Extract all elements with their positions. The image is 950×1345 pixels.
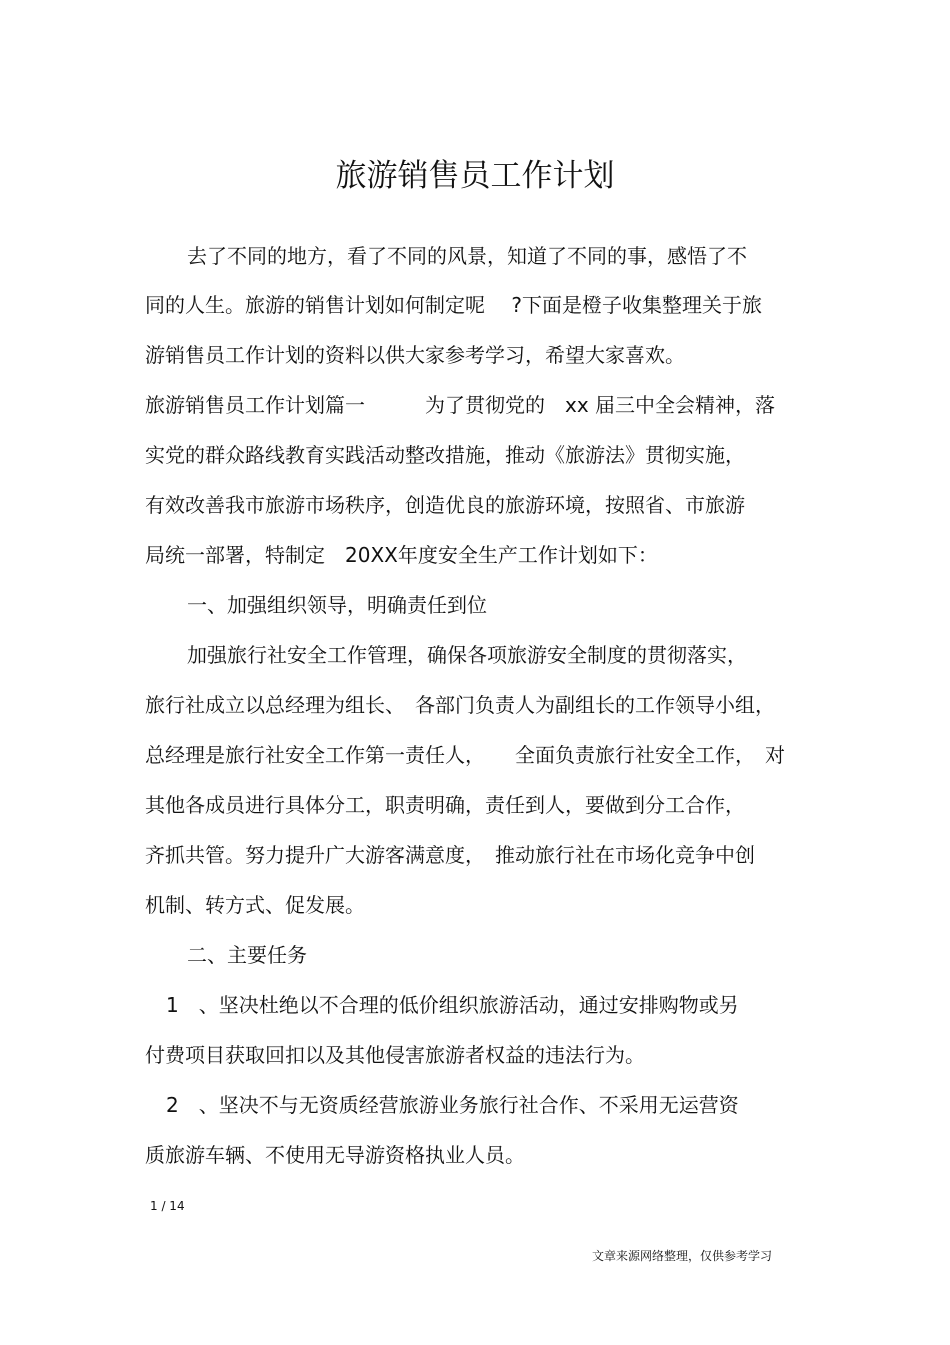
task-item-1-continued: 付费项目获取回扣以及其他侵害旅游者权益的违法行为。 [145,1043,645,1067]
page-title: 旅游销售员工作计划 [335,158,615,194]
body-line-3: 游销售员工作计划的资料以供大家参考学习，希望大家喜欢。 [145,343,685,367]
body-line-4: 旅游销售员工作计划篇一 为了贯彻党的 xx 届三中全会精神，落 [145,393,776,417]
footer-note: 文章来源网络整理，仅供参考学习 [592,1249,773,1263]
body-line-1: 去了不同的地方，看了不同的风景，知道了不同的事，感悟了不 [187,244,747,268]
section-heading-2: 二、主要任务 [187,943,307,967]
body-line-9: 加强旅行社安全工作管理，确保各项旅游安全制度的贯彻落实， [187,643,747,667]
body-line-14: 机制、转方式、促发展。 [145,893,365,917]
body-line-5: 实党的群众路线教育实践活动整改措施，推动《旅游法》贯彻实施， [145,443,745,467]
body-line-10: 旅行社成立以总经理为组长、 各部门负责人为副组长的工作领导小组， [145,693,775,717]
body-line-7: 局统一部署，特制定 20XX年度安全生产工作计划如下： [145,543,658,567]
task-item-2: 2 、坚决不与无资质经营旅游业务旅行社合作、不采用无运营资 [166,1093,739,1117]
body-line-11: 总经理是旅行社安全工作第一责任人， 全面负责旅行社安全工作， 对 [145,743,785,767]
page-number: 1 / 14 [150,1199,185,1213]
task-item-1: 1 、坚决杜绝以不合理的低价组织旅游活动，通过安排购物或另 [166,993,739,1017]
section-heading-1: 一、加强组织领导，明确责任到位 [187,593,487,617]
body-line-6: 有效改善我市旅游市场秩序，创造优良的旅游环境，按照省、市旅游 [145,493,745,517]
task-item-2-continued: 质旅游车辆、不使用无导游资格执业人员。 [145,1143,525,1167]
body-line-12: 其他各成员进行具体分工，职责明确，责任到人，要做到分工合作， [145,793,745,817]
body-line-2: 同的人生。旅游的销售计划如何制定呢 ?下面是橙子收集整理关于旅 [145,293,762,317]
body-line-13: 齐抓共管。努力提升广大游客满意度， 推动旅行社在市场化竞争中创 [145,843,755,867]
